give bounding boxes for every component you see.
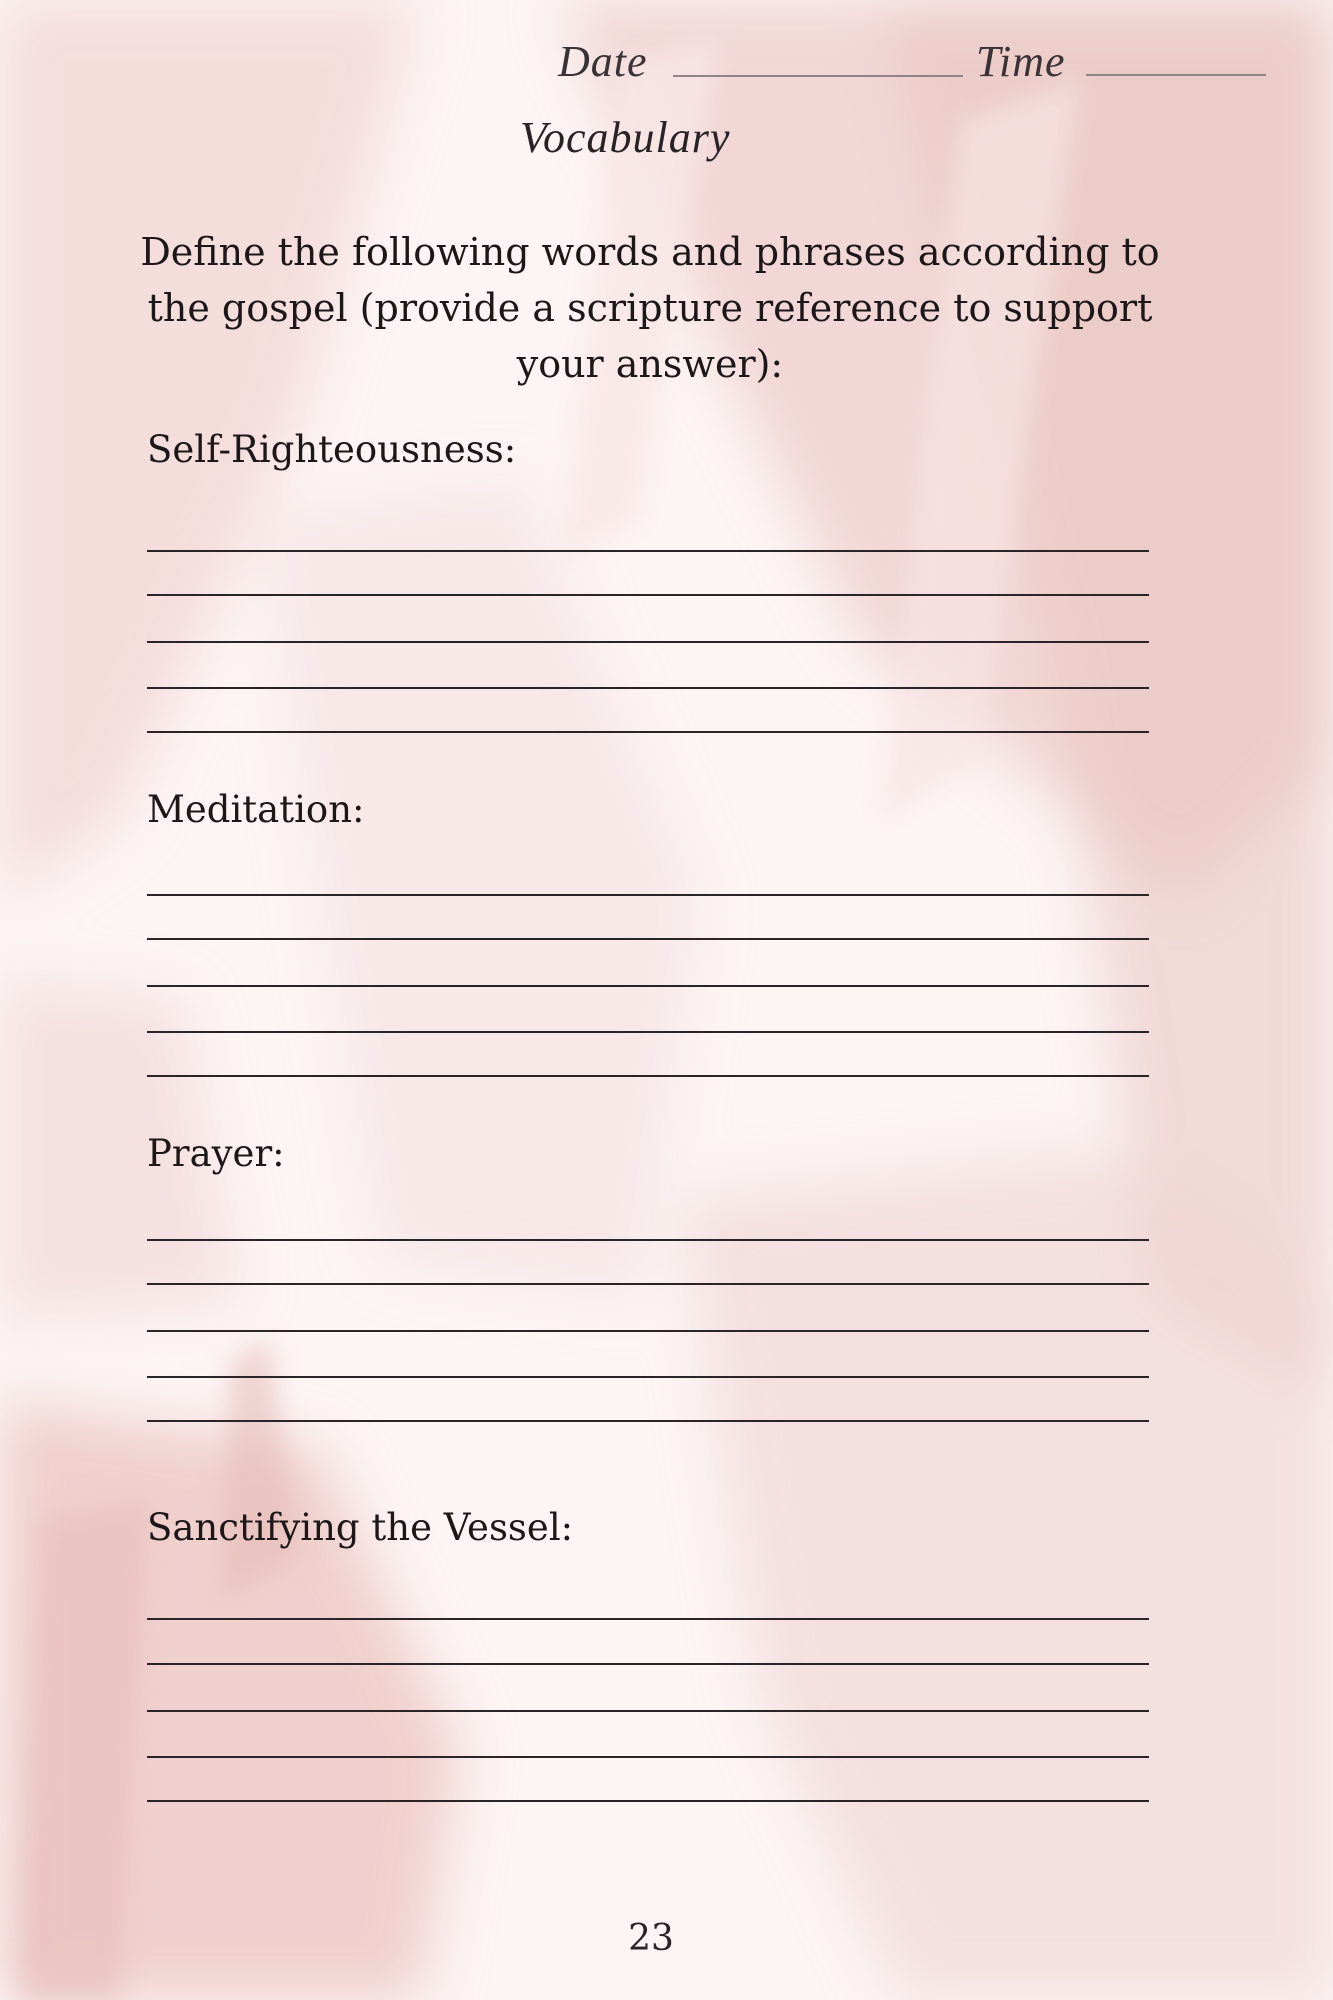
answer-line[interactable]	[147, 1376, 1149, 1378]
date-label: Date	[558, 37, 648, 86]
section-label-meditation: Meditation:	[147, 788, 365, 831]
answer-line[interactable]	[147, 641, 1149, 643]
answer-line[interactable]	[147, 731, 1149, 733]
time-label: Time	[976, 37, 1066, 86]
time-field[interactable]	[1086, 74, 1266, 76]
section-label-sanctifying-the-vessel: Sanctifying the Vessel:	[147, 1506, 574, 1549]
answer-line[interactable]	[147, 1075, 1149, 1077]
answer-line[interactable]	[147, 1756, 1149, 1758]
answer-line[interactable]	[147, 1618, 1149, 1620]
instructions-text: Define the following words and phrases according to the gospel (provide a scripture reference to support your answer):	[140, 230, 1160, 386]
answer-line[interactable]	[147, 894, 1149, 896]
answer-line[interactable]	[147, 1420, 1149, 1422]
answer-line[interactable]	[147, 1239, 1149, 1241]
answer-line[interactable]	[147, 550, 1149, 552]
answer-line[interactable]	[147, 1800, 1149, 1802]
answer-line[interactable]	[147, 1031, 1149, 1033]
answer-line[interactable]	[147, 1663, 1149, 1665]
answer-line[interactable]	[147, 985, 1149, 987]
answer-line[interactable]	[147, 1330, 1149, 1332]
page-title: Vocabulary	[520, 113, 731, 162]
date-field[interactable]	[673, 75, 963, 77]
answer-line[interactable]	[147, 1283, 1149, 1285]
section-label-prayer: Prayer:	[147, 1132, 285, 1175]
answer-line[interactable]	[147, 938, 1149, 940]
answer-line[interactable]	[147, 1710, 1149, 1712]
page-number: 23	[628, 1918, 674, 1959]
answer-line[interactable]	[147, 687, 1149, 689]
answer-line[interactable]	[147, 594, 1149, 596]
section-label-self-righteousness: Self-Righteousness:	[147, 428, 517, 471]
